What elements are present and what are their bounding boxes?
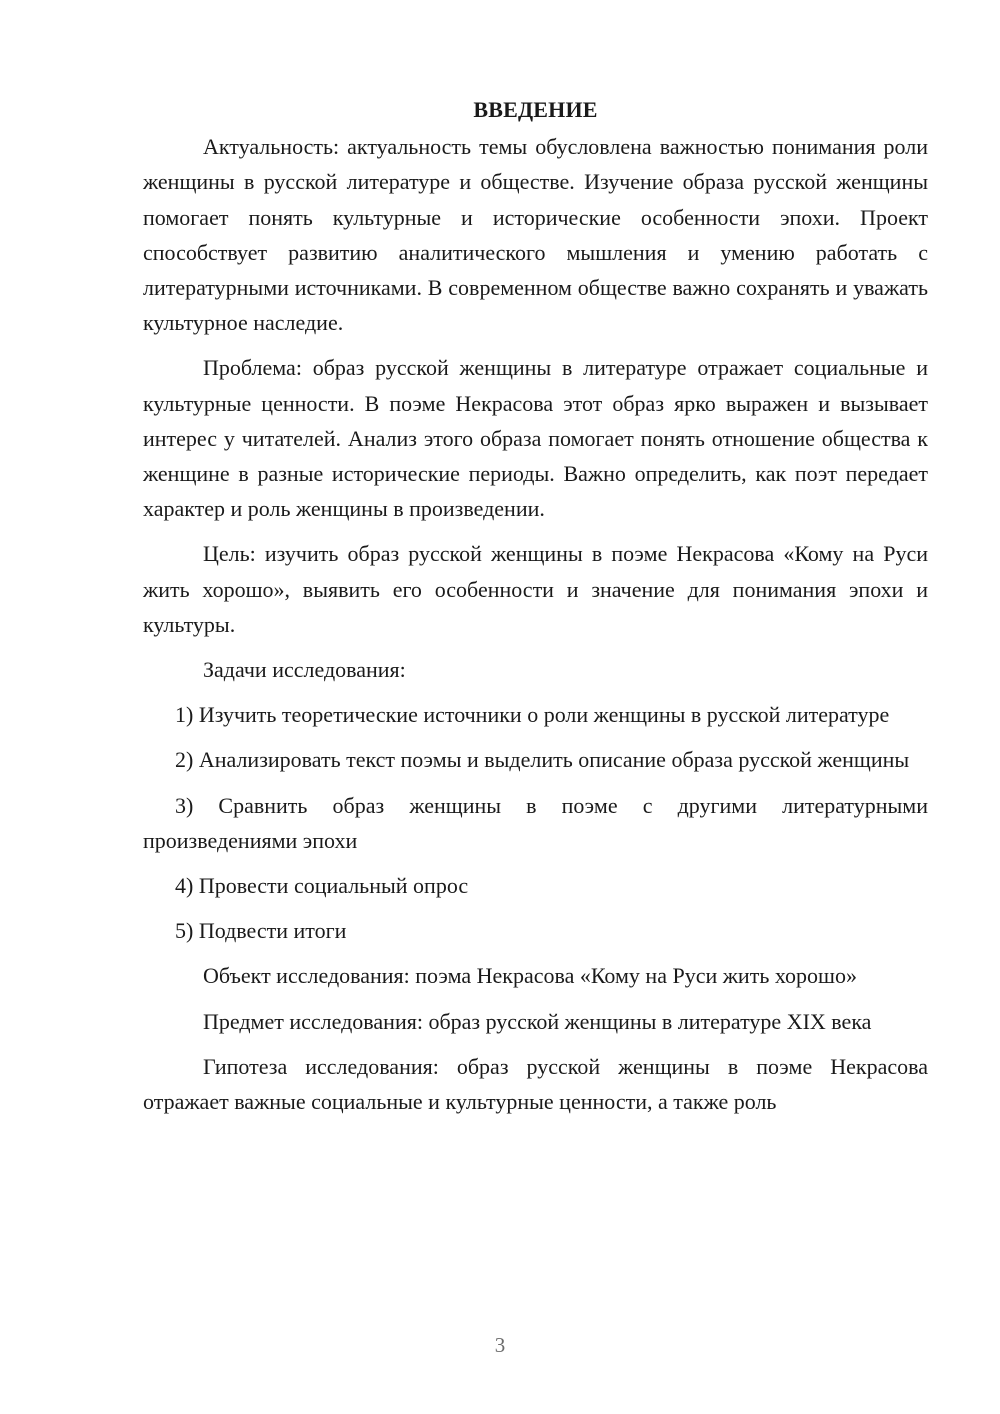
page-number: 3 — [494, 1333, 506, 1357]
task-item-3: 3) Сравнить образ женщины в поэме с другими литературными произведениями эпохи — [143, 792, 928, 853]
paragraph-hypothesis: Гипотеза исследования: образ русской женщины в поэме Некрасова отражает важные социальные и культурные ценности, а также роль — [143, 1053, 928, 1115]
section-title: ВВЕДЕНИЕ — [473, 97, 598, 122]
task-item-1: 1) Изучить теоретические источники о роли женщины в русской литературе — [175, 702, 890, 728]
paragraph-object: Объект исследования: поэма Некрасова «Кому на Руси жить хорошо» — [203, 963, 857, 989]
paragraph-goal: Цель: изучить образ русской женщины в поэме Некрасова «Кому на Руси жить хорошо», выявить его особенности и значение для понимания эпохи и культуры. — [143, 541, 928, 637]
task-item-2: 2) Анализировать текст поэмы и выделить описание образа русской женщины — [175, 747, 910, 773]
paragraph-subject: Предмет исследования: образ русской женщины в литературе XIX века — [203, 1008, 872, 1034]
document-page — [143, 92, 928, 1129]
paragraph-problem: Проблема: образ русской женщины в литературе отражает социальные и культурные ценности. В поэме Некрасова этот образ ярко выражен и вызывает интерес у читателей. Анализ этого образа помогает понять отношение общества к женщине в разные исторические периоды. Важно определить, как поэт передает характер и роль женщины в произведении. — [143, 355, 928, 522]
task-item-5: 5) Подвести итоги — [175, 918, 347, 944]
paragraph-relevance: Актуальность: актуальность темы обусловлена важностью понимания роли женщины в русской литературе и обществе. Изучение образа русской женщины помогает понять культурные и исторические особенности эпохи. Проект способствует развитию аналитического мышления и умению работать с литературными источниками. В современном обществе важно сохранять и уважать культурное наследие. — [143, 134, 928, 336]
paragraph-tasks-heading: Задачи исследования: — [203, 657, 406, 683]
task-item-4: 4) Провести социальный опрос — [175, 873, 469, 899]
